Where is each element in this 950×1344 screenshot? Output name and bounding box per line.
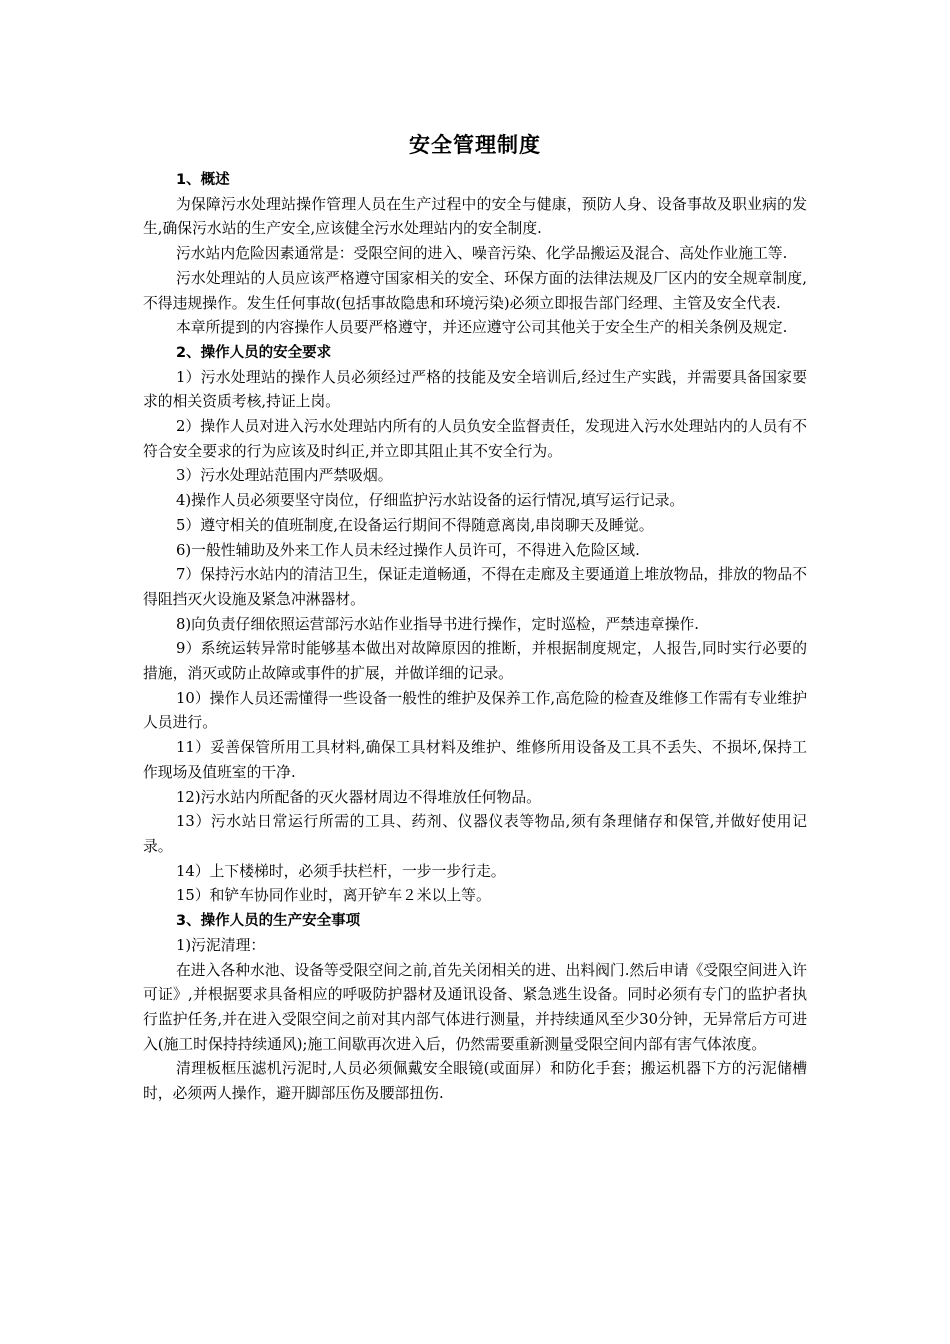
list-item: 13）污水站日常运行所需的工具、药剂、仪器仪表等物品,须有条理储存和保管,并做好使用记录。 <box>143 813 807 855</box>
section-heading-safety-requirements: 2、操作人员的安全要求 <box>176 344 332 361</box>
section-heading-overview: 1、概述 <box>176 172 230 188</box>
list-item: 11）妥善保管所用工具材料,确保工具材料及维护、维修所用设备及工具不丢失、不损坏,保持工作现场及值班室的干净. <box>143 739 807 781</box>
list-item: 1）污水处理站的操作人员必须经过严格的技能及安全培训后,经过生产实践，并需要具备国家要求的相关资质考核,持证上岗。 <box>143 368 807 411</box>
paragraph: 为保障污水处理站操作管理人员在生产过程中的安全与健康，预防人身、设备事故及职业病的发生,确保污水站的生产安全,应该健全污水处理站内的安全制度. <box>143 195 807 238</box>
paragraph: 清理板框压滤机污泥时,人员必须佩戴安全眼镜(或面屏）和防化手套；搬运机器下方的污泥储槽时，必须两人操作，避开脚部压伤及腰部扭伤. <box>143 1060 807 1103</box>
list-item: 2）操作人员对进入污水处理站内所有的人员负安全监督责任，发现进入污水处理站内的人员有不符合安全要求的行为应该及时纠正,并立即其阻止其不安全行为。 <box>143 418 807 460</box>
paragraph: 在进入各种水池、设备等受限空间之前,首先关闭相关的进、出料阀门.然后申请《受限空间进入许可证》,并根据要求具备相应的呼吸防护器材及通讯设备、紧急逃生设备。同时必须有专门的监护者执行监护任务,并在进入受限空间之前对其内部气体进行测量，并持续通风至少30分钟，无异常后方可进入(施工时保持持续通风);施工间歇再次进入后，仍然需要重新测量受限空间内部有害气体浓度。 <box>143 961 807 1053</box>
list-item: 10）操作人员还需懂得一些设备一般性的维护及保养工作,高危险的检查及维修工作需有专业维护人员进行。 <box>143 689 807 732</box>
paragraph: 污水处理站的人员应该严格遵守国家相关的安全、环保方面的法律法规及厂区内的安全规章制度,不得违规操作。发生任何事故(包括事故隐患和环境污染)必须立即报告部门经理、主管及安全代表. <box>143 269 807 312</box>
list-item: 9）系统运转异常时能够基本做出对故障原因的推断，并根据制度规定，人报告,同时实行必要的措施，消灭或防止故障或事件的扩展，并做详细的记录。 <box>143 640 807 683</box>
list-item: 5）遵守相关的值班制度,在设备运行期间不得随意离岗,串岗聊天及睡觉。 <box>176 516 654 534</box>
list-item: 4)操作人员必须要坚守岗位，仔细监护污水站设备的运行情况,填写运行记录。 <box>176 492 685 510</box>
list-item: 7）保持污水站内的清洁卫生，保证走道畅通，不得在走廊及主要通道上堆放物品，排放的物品不得阻挡灭火设施及紧急冲淋器材。 <box>143 566 807 608</box>
document-body <box>143 168 807 1107</box>
paragraph: 污水站内危险因素通常是：受限空间的进入、噪音污染、化学品搬运及混合、高处作业施工等. <box>176 245 788 263</box>
list-item: 12)污水站内所配备的灭火器材周边不得堆放任何物品。 <box>176 788 541 806</box>
list-item: 3）污水处理站范围内严禁吸烟。 <box>176 467 393 485</box>
section-heading-production-safety: 3、操作人员的生产安全事项 <box>176 913 361 930</box>
list-item: 14）上下楼梯时，必须手扶栏杆，一步一步行走。 <box>176 862 506 880</box>
list-item: 6)一般性辅助及外来工作人员未经过操作人员许可，不得进入危险区域. <box>176 541 640 559</box>
list-item: 1)污泥清理： <box>176 936 266 954</box>
list-item: 8)向负责仔细依照运营部污水站作业指导书进行操作，定时巡检，严禁违章操作. <box>176 615 699 633</box>
document-page <box>143 131 807 1107</box>
paragraph: 本章所提到的内容操作人员要严格遵守，并还应遵守公司其他关于安全生产的相关条例及规定. <box>176 319 788 337</box>
page-title: 安全管理制度 <box>409 133 541 157</box>
list-item: 15）和铲车协同作业时，离开铲车２米以上等。 <box>176 887 491 905</box>
